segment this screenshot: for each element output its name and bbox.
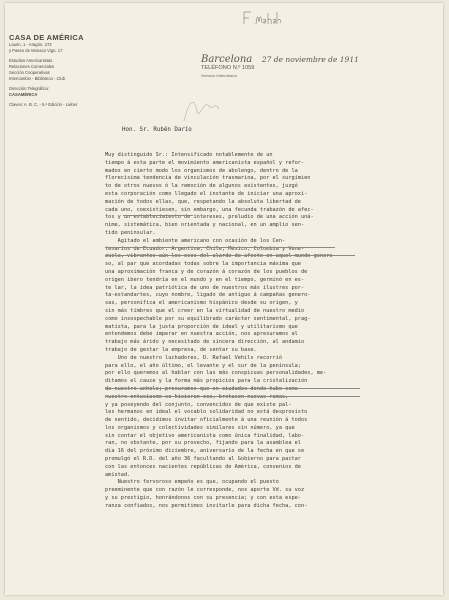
phone-sub-line: Servicio Interurbano xyxy=(201,73,237,78)
letterhead-service-line: Relaciones Comerciales xyxy=(9,64,55,69)
letterhead-telegraph-line: Dirección Telegráfica: xyxy=(9,86,49,91)
letter-body-line: los organismos y colectividades similares sin número, ya que xyxy=(105,424,295,431)
letter-body-line: amistad. xyxy=(105,471,131,478)
letter-body-line: y ya poseyendo del conjunto, convencidos de que existe pal- xyxy=(105,401,292,408)
letterhead xyxy=(9,33,127,108)
letter-body-line: ditamos el cauce y la forma más propicios para la cristalización xyxy=(105,378,308,385)
letter-body-line: para ello, el año último, el levante y el sur de la península; xyxy=(105,362,301,369)
letter-body-line: esta corporación como llegado el instante de iniciar una aproxi- xyxy=(105,190,308,197)
letter-body-line: ranza confiados, nos permitimos invitarle para dicha fecha, con- xyxy=(105,502,308,509)
recipient-salutation: Hon. Sr. Rubén Darío xyxy=(122,127,192,133)
letter-body-line: entendemos debe imperar en nuestra acción, nos apresuramos al xyxy=(105,331,298,338)
letterhead-telegraph-line: CASAMÉRICA xyxy=(9,92,38,97)
letter-body-line: nuestro entusiasmo se hicieran eco, brotasen nuevas ramas, xyxy=(105,393,289,400)
letter-body-line: de nuestro anhelo; procuramos que en ciudades donde hubo como xyxy=(105,385,298,392)
letter-body-line: zuela, vibrantes aún los ecos del alarde de afecto en aquel mundo genero- xyxy=(105,253,336,260)
letter-body-line: día 16 del próximo diciembre, aniversario de la fecha en que se xyxy=(105,448,305,455)
letter-body-line: preeminente que con razón le corresponde, nos aporte Vd. su voz xyxy=(105,487,305,494)
letter-body-line: de sentido, decidimos invitar oficialmente á una reunión á todos xyxy=(105,417,308,424)
letter-body-line: ta-estandartes, cuyo nombre, ligado de antiguo á campañas genero- xyxy=(105,292,311,299)
letter-body-line: Agitado el ambiente americano con ocasión de los Cen- xyxy=(105,237,286,244)
letter-body-line: Nuestro fervoroso empeño es que, ocupando el puesto xyxy=(105,479,279,486)
letter-body-line: tenarios de Ecuador, Argentina, Chile, México, Colombia y Vene- xyxy=(105,245,305,252)
letter-body-line: mación de todos ellas, que, respetando la absoluta libertad de xyxy=(105,198,301,205)
letter-body-line: florecisima tendencia de vinculación trasmarina, por el surgimien xyxy=(105,175,311,182)
letterhead-codes-line: Claves: A. B. C. - 5.ª Edición - Lieber xyxy=(9,102,78,107)
letter-body-line: y su prestigio, honrándonos con su presencia; y con esta espe- xyxy=(105,495,301,502)
letter-body-line: una aproximación franca y de corazón á corazón de los pueblos de xyxy=(105,268,308,275)
letter-body-line: Uno de nuestro luchadores, D. Rafael Vehils recorrió xyxy=(105,354,283,361)
letter-body-line: les hermanos en ideal el vocablo solidaridad no está desprovisto xyxy=(105,409,308,416)
letter-body-line: te lar, la idea patriótica de uno de nuestros más ilustres por- xyxy=(105,284,305,291)
letter-body-line: sin contar el objetivo americanista como única finalidad, labo- xyxy=(105,432,305,439)
letter-body-line: sas, personifica el americanismo hispánico desde su origen, y xyxy=(105,300,298,307)
letterhead-address-line: y Paseo de Monaco Vigo. 17 xyxy=(9,48,63,53)
letter-body-line: so, al par que acordadas todas sobre la importancia máxima que xyxy=(105,261,301,268)
letter-body-line: to de otros nuevos ó la remoción de algunos existentes, juzgó xyxy=(105,183,298,190)
letter-body-line: Muy distinguido Sr.: Intensificado notablemente de un xyxy=(105,152,273,158)
letterhead-service-line: Intercambio - Biblioteca - Club xyxy=(9,76,66,81)
letter-body-line: matista, para la justa proporción de ideal y utilitarismo que xyxy=(105,323,298,330)
letter-body-line: trabajo más árido y necesitado de sincera dirección, al andamio xyxy=(105,339,305,346)
date-city: Barcelona xyxy=(201,54,253,65)
letterhead-service-line: Estudios Americanistas xyxy=(9,58,53,63)
letter-body-line: tido peninsular. xyxy=(105,229,156,236)
letter-body-line: con las entonces nacientes repúblicas de América, convenios de xyxy=(105,463,301,470)
phone-line: TELÉFONO N.º 1059 xyxy=(201,65,255,71)
handwritten-signature-mark xyxy=(242,9,282,27)
letter-body-line: tiempo á esta parte el movimiento americanista español y refor- xyxy=(105,159,305,166)
date-text: 27 de noviembre de 1911 xyxy=(261,55,359,64)
letterhead-service-line: Sección Cooperativas xyxy=(9,70,50,75)
letter-body-line: trabajo de gestar la empresa, de sentar su base. xyxy=(105,346,257,353)
letter-body-line: como insospechable por su equilibrado carácter sentimental, prag- xyxy=(105,315,311,322)
letter-body-line: sin más timbres que el creer en la virtualidad de nuestro medio xyxy=(105,307,305,314)
date-line xyxy=(201,47,359,66)
letter-body xyxy=(105,152,441,511)
letter-body-line: cada uno, coexistiesen, sin embargo, una fecunda trabazón de afec- xyxy=(105,206,314,213)
letter-body-line: nime, sistemática, bien orientada y nacional, en un amplio sen- xyxy=(105,222,305,229)
letterhead-title: CASA DE AMÉRICA xyxy=(9,33,84,42)
letter-body-line: mados en cierto modo los organismos de abolengo, dentro de la xyxy=(105,167,298,174)
letter-body-line: ran, no obstante, por su provecho, fijando para la asamblea el xyxy=(105,440,301,447)
letter-body-line: por ello queremos al hablar con las más conspicuas personalidades, me- xyxy=(105,370,327,377)
letter-body-line: origen ibero tendría en el mundo y en el tiempo, germinó en es- xyxy=(105,276,305,283)
letter-body-line: tos y un establecimiento de intereses, preludio de una acción uná- xyxy=(105,214,314,221)
letterhead-address-line: Laurin, 1 - Aragón, 272 xyxy=(9,42,52,47)
letter-page xyxy=(5,3,443,595)
pencil-scribble-mark xyxy=(179,91,229,131)
letter-body-line: promulgó el R.D. del año 36 facultando al Gobierno para pactar xyxy=(105,456,301,463)
